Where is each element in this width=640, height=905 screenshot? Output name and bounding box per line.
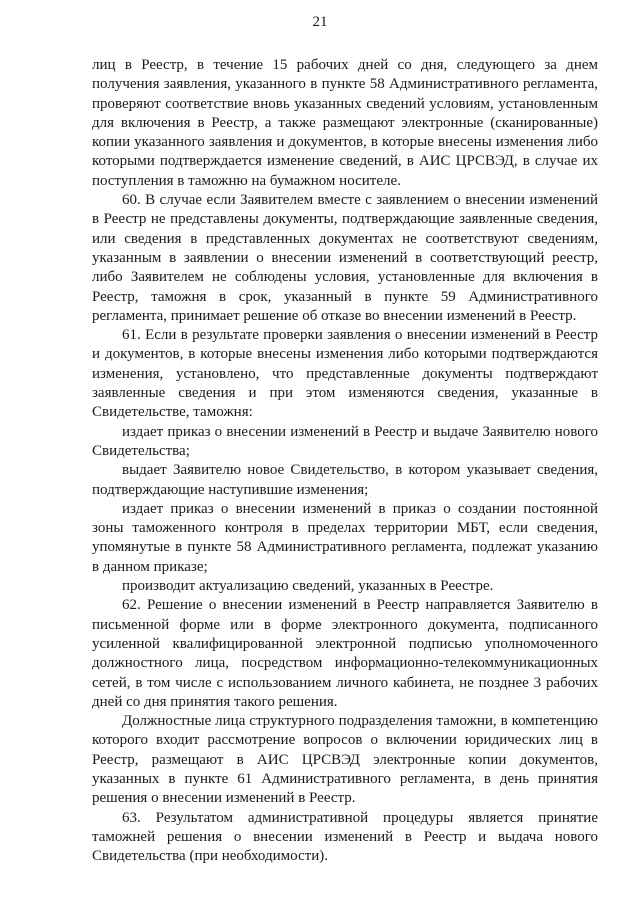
paragraph-62: 62. Решение о внесении изменений в Реестр направляется Заявителю в письменной форме или в форме электронного документа, подписанного усиленной квалифицированной электронной подписью уполномоченного должностного лица, посредством информационно-телекоммуникационных сетей, в том числе с использованием личного кабинета, не позднее 3 рабочих дней со дня принятия такого решения.: [92, 597, 598, 710]
paragraph-61-item-4: производит актуализацию сведений, указанных в Реестре.: [122, 578, 494, 595]
document-body: [92, 56, 598, 866]
paragraph-61: 61. Если в результате проверки заявления о внесении изменений в Реестр и документов, в которые внесены изменения либо которыми подтверждаются изменения, установлено, что представленные документы подтверждают заявленные сведения и при этом изменяются сведения, указанные в Свидетельстве, таможня:: [92, 327, 598, 421]
paragraph-continuation: лиц в Реестр, в течение 15 рабочих дней со дня, следующего за днем получения заявления, указанного в пункте 58 Административного регламента, проверяют соответствие вновь указанных сведений условиям, установленным для включения в Реестр, а также размещают электронные (сканированные) копии указанного заявления и документов, в которые внесены изменения либо которыми подтверждается изменение сведений, в АИС ЦРСВЭД, в случае их поступления в таможню на бумажном носителе.: [92, 57, 598, 189]
paragraph-60: 60. В случае если Заявителем вместе с заявлением о внесении изменений в Реестр не представлены документы, подтверждающие заявленные сведения, или сведения в представленных документах не соответствуют сведениям, указанным в заявлении о внесении изменений в соответствующий реестр, либо Заявителем не соблюдены условия, установленные для включения в Реестр, таможня в срок, указанный в пункте 59 Административного регламента, принимает решение об отказе во внесении изменений в Реестр.: [92, 192, 598, 324]
paragraph-61-item-2: выдает Заявителю новое Свидетельство, в котором указывает сведения, подтверждающие наступившие изменения;: [92, 462, 598, 498]
page-number: 21: [312, 14, 328, 30]
paragraph-61-item-1: издает приказ о внесении изменений в Реестр и выдаче Заявителю нового Свидетельства;: [92, 423, 598, 459]
paragraph-61-item-3: издает приказ о внесении изменений в приказ о создании постоянной зоны таможенного контроля в пределах территории МБТ, если сведения, упомянутые в пункте 58 Административного регламента, подлежат указанию в данном приказе;: [92, 500, 598, 575]
paragraph-62-officials: Должностные лица структурного подразделения таможни, в компетенцию которого входит рассмотрение вопросов о включении юридических лиц в Реестр, размещают в АИС ЦРСВЭД электронные копии документов, указанных в пункте 61 Административного регламента, в день принятия решения о внесении изменений в Реестр.: [92, 713, 598, 807]
paragraph-63: 63. Результатом административной процедуры является принятие таможней решения о внесении изменений в Реестр и выдача нового Свидетельства (при необходимости).: [92, 809, 598, 865]
